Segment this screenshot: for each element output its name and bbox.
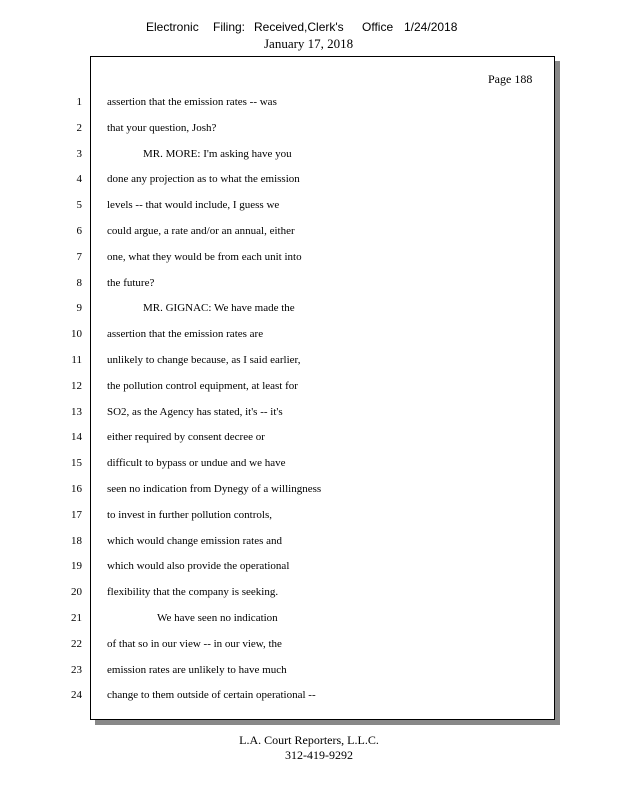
- filing-date: 1/24/2018: [404, 20, 458, 34]
- transcript-line: [0, 686, 618, 704]
- line-number: 11: [71, 354, 82, 366]
- transcript-line: [0, 145, 618, 163]
- transcript-line: [0, 222, 618, 240]
- line-number: 15: [71, 457, 82, 470]
- line-number: 24: [71, 689, 82, 702]
- line-text: seen no indication from Dynegy of a willingness: [107, 483, 322, 495]
- line-number: 18: [71, 534, 82, 547]
- line-text: We have seen no indication: [157, 612, 278, 624]
- transcript-line: [0, 609, 618, 627]
- transcript-line: [0, 299, 618, 317]
- line-text: could argue, a rate and/or an annual, either: [107, 225, 295, 237]
- line-text: that your question, Josh?: [107, 121, 217, 134]
- transcript-line: [0, 325, 618, 343]
- line-number: 19: [71, 560, 82, 573]
- line-text: change to them outside of certain operational --: [107, 689, 316, 702]
- transcript-line: [0, 248, 618, 266]
- transcript-line: [0, 635, 618, 653]
- transcript-line: [0, 583, 618, 601]
- line-text: emission rates are unlikely to have much: [107, 663, 287, 676]
- line-text: assertion that the emission rates -- was: [107, 96, 277, 108]
- line-number: 5: [76, 199, 82, 212]
- transcript-line: [0, 480, 618, 498]
- line-number: 6: [76, 225, 82, 237]
- transcript-line: [0, 274, 618, 292]
- transcript-line: [0, 170, 618, 188]
- line-number: 21: [71, 612, 82, 624]
- line-number: 9: [76, 302, 82, 315]
- page-number: Page 188: [488, 72, 533, 86]
- footer-company: L.A. Court Reporters, L.L.C.: [239, 733, 379, 747]
- line-number: 22: [71, 637, 82, 650]
- transcript-line: [0, 428, 618, 446]
- transcript-line: [0, 661, 618, 679]
- line-number: 14: [71, 431, 82, 444]
- transcript-line: [0, 93, 618, 111]
- transcript-line: [0, 454, 618, 472]
- line-text: one, what they would be from each unit into: [107, 250, 302, 263]
- line-text: SO2, as the Agency has stated, it's -- it's: [107, 405, 283, 418]
- filing-word-electronic: Electronic: [146, 20, 199, 34]
- transcript-line: [0, 377, 618, 395]
- line-text: done any projection as to what the emission: [107, 173, 300, 186]
- line-number: 16: [71, 483, 82, 495]
- line-number: 1: [76, 96, 82, 108]
- filing-word-received: Received,Clerk's: [254, 20, 344, 34]
- line-number: 13: [71, 405, 82, 418]
- line-text: MR. GIGNAC: We have made the: [143, 302, 295, 315]
- footer-phone: 312-419-9292: [285, 748, 353, 762]
- line-text: levels -- that would include, I guess we: [107, 199, 280, 212]
- line-text: the pollution control equipment, at least for: [107, 379, 298, 392]
- line-text: unlikely to change because, as I said earlier,: [107, 354, 301, 366]
- transcript-line: [0, 506, 618, 524]
- transcript-line: [0, 532, 618, 550]
- line-text: the future?: [107, 276, 155, 289]
- line-text: to invest in further pollution controls,: [107, 508, 272, 521]
- line-text: assertion that the emission rates are: [107, 328, 264, 341]
- transcript-line: [0, 403, 618, 421]
- line-number: 12: [71, 379, 82, 392]
- line-number: 8: [76, 276, 82, 289]
- line-text: flexibility that the company is seeking.: [107, 586, 279, 599]
- line-text: which would also provide the operational: [107, 560, 290, 573]
- transcript-line: [0, 196, 618, 214]
- line-number: 3: [76, 147, 82, 160]
- line-number: 17: [71, 508, 82, 521]
- line-text: either required by consent decree or: [107, 431, 265, 444]
- transcript-line: [0, 119, 618, 137]
- line-text: difficult to bypass or undue and we have: [107, 457, 286, 470]
- line-number: 20: [71, 586, 82, 599]
- line-number: 4: [76, 173, 82, 186]
- line-number: 7: [76, 250, 82, 263]
- transcript-line: [0, 557, 618, 575]
- line-text: which would change emission rates and: [107, 534, 283, 547]
- filing-word-office: Office: [362, 20, 394, 34]
- line-number: 10: [71, 328, 82, 341]
- line-text: of that so in our view -- in our view, the: [107, 637, 282, 650]
- transcript-line: [0, 351, 618, 369]
- line-number: 2: [76, 121, 82, 134]
- line-text: MR. MORE: I'm asking have you: [143, 147, 292, 160]
- line-number: 23: [71, 663, 82, 676]
- filing-word-filing: Filing:: [213, 20, 246, 34]
- transcript-date: January 17, 2018: [264, 36, 354, 51]
